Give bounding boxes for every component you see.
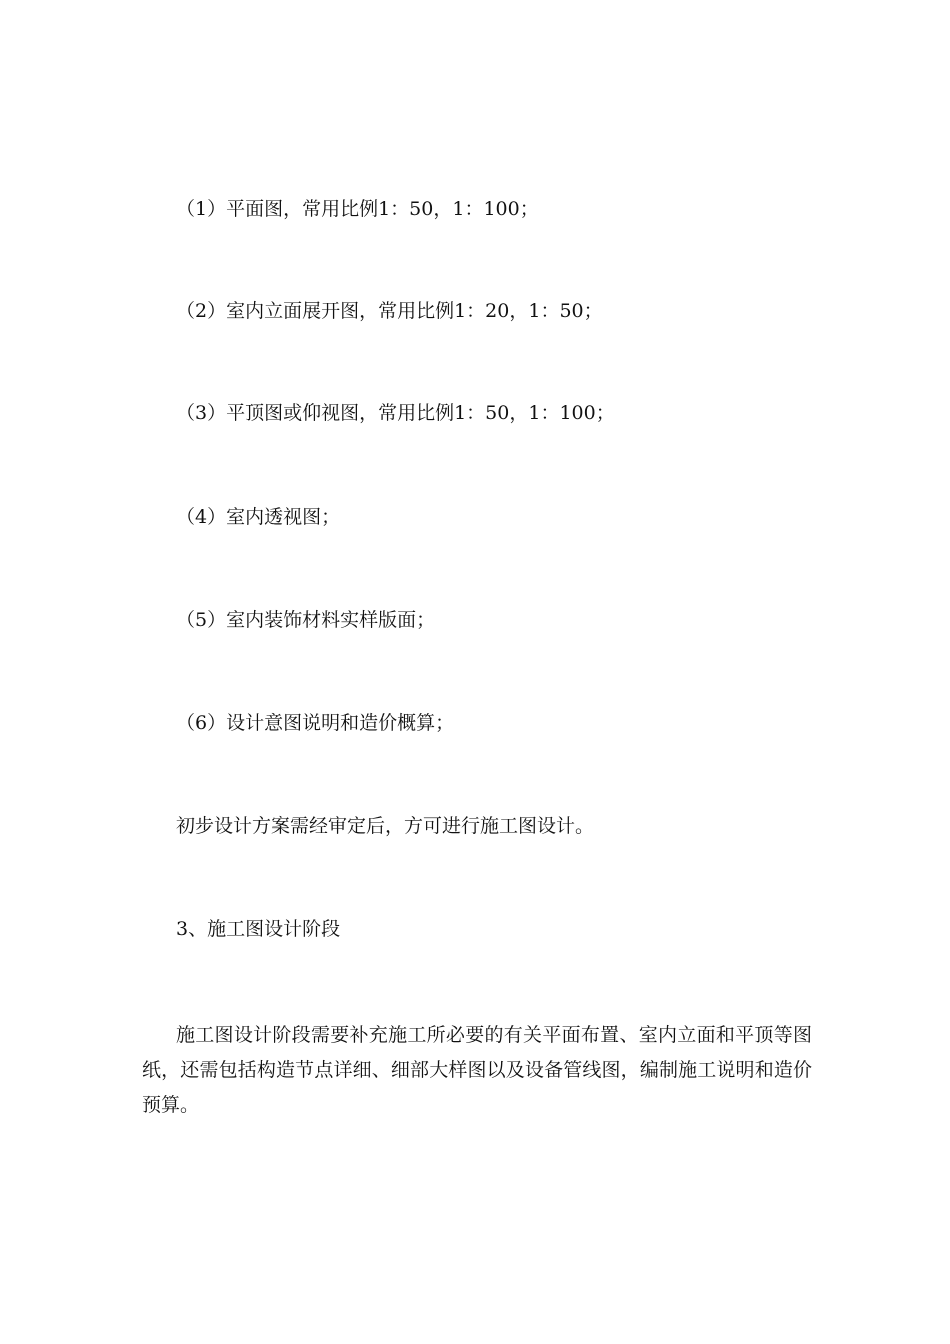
- section-paragraph: 施工图设计阶段需要补充施工所必要的有关平面布置、室内立面和平顶等图纸，还需包括构造节点详细、细部大样图以及设备管线图，编制施工说明和造价预算。: [142, 1024, 812, 1116]
- list-item: （6）设计意图说明和造价概算；: [176, 712, 455, 734]
- list-item: （5）室内装饰材料实样版面；: [176, 609, 436, 631]
- list-item: （3）平顶图或仰视图，常用比例1：50，1：100；: [176, 402, 615, 424]
- list-item: （2）室内立面展开图，常用比例1：20，1：50；: [176, 300, 603, 322]
- approval-note: 初步设计方案需经审定后，方可进行施工图设计。: [176, 815, 595, 837]
- list-item: （4）室内透视图；: [176, 506, 341, 528]
- section-heading: 3、施工图设计阶段: [176, 918, 341, 940]
- list-item: （1）平面图，常用比例1：50，1：100；: [176, 198, 539, 220]
